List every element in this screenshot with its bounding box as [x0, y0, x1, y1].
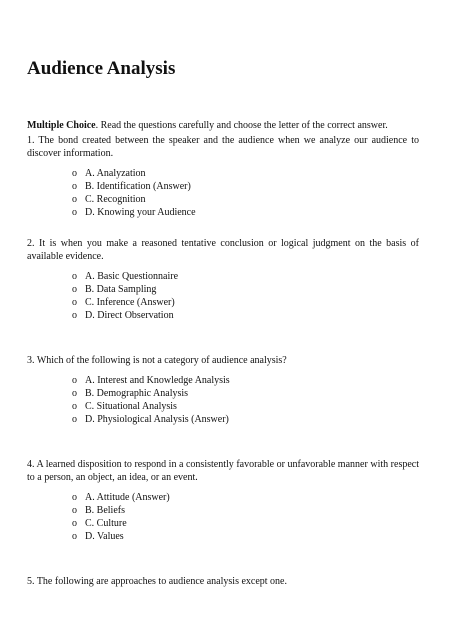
instructions-text: . Read the questions carefully and choose the letter of the correct answer.	[95, 120, 388, 131]
bullet-icon: o	[72, 375, 77, 386]
option-text: A. Attitude (Answer)	[85, 492, 170, 503]
bullet-icon: o	[72, 414, 77, 425]
option-item	[72, 296, 419, 309]
bullet-icon: o	[72, 284, 77, 295]
question-5: 5. The following are approaches to audience analysis except one.	[27, 576, 287, 587]
bullet-icon: o	[72, 505, 77, 516]
question-1: 1. The bond created between the speaker and the audience when we analyze our audience to discover information.	[27, 135, 419, 159]
option-text: A. Basic Questionnaire	[85, 271, 179, 282]
option-text: D. Physiological Analysis (Answer)	[85, 414, 229, 425]
option-text: A. Interest and Knowledge Analysis	[85, 375, 230, 386]
option-item	[72, 413, 419, 426]
option-item	[72, 193, 419, 206]
question-2: 2. It is when you make a reasoned tentative conclusion or logical judgment on the basis of available evidence.	[27, 238, 419, 262]
option-text: C. Inference (Answer)	[85, 297, 175, 308]
option-item	[72, 270, 419, 283]
option-item	[72, 309, 419, 322]
bullet-icon: o	[72, 194, 77, 205]
option-text: C. Situational Analysis	[85, 401, 177, 412]
option-text: B. Demographic Analysis	[85, 388, 189, 399]
option-text: D. Values	[85, 531, 124, 542]
question-3: 3. Which of the following is not a category of audience analysis?	[27, 355, 287, 366]
option-item	[72, 491, 419, 504]
option-item	[72, 504, 419, 517]
bullet-icon: o	[72, 168, 77, 179]
option-item	[72, 387, 419, 400]
bullet-icon: o	[72, 401, 77, 412]
option-item	[72, 517, 419, 530]
bullet-icon: o	[72, 492, 77, 503]
bullet-icon: o	[72, 297, 77, 308]
bullet-icon: o	[72, 310, 77, 321]
option-text: B. Beliefs	[85, 505, 125, 516]
option-text: C. Recognition	[85, 194, 146, 205]
bullet-icon: o	[72, 531, 77, 542]
option-text: B. Data Sampling	[85, 284, 157, 295]
question-1-options	[27, 167, 419, 219]
option-item	[72, 167, 419, 180]
bullet-icon: o	[72, 207, 77, 218]
bullet-icon: o	[72, 518, 77, 529]
option-text: B. Identification (Answer)	[85, 181, 191, 192]
question-4-options	[27, 491, 419, 543]
option-item	[72, 400, 419, 413]
bullet-icon: o	[72, 181, 77, 192]
option-text: D. Direct Observation	[85, 310, 174, 321]
option-item	[72, 206, 419, 219]
bullet-icon: o	[72, 388, 77, 399]
option-item	[72, 374, 419, 387]
instructions	[27, 119, 419, 132]
instructions-label: Multiple Choice	[27, 120, 96, 131]
option-text: A. Analyzation	[85, 168, 146, 179]
option-item	[72, 530, 419, 543]
option-item	[72, 283, 419, 296]
bullet-icon: o	[72, 271, 77, 282]
question-3-options	[27, 374, 419, 426]
option-item	[72, 180, 419, 193]
option-text: C. Culture	[85, 518, 127, 529]
question-2-options	[27, 270, 419, 322]
question-4: 4. A learned disposition to respond in a consistently favorable or unfavorable manner with respect to a person, an object, an idea, or an event.	[27, 459, 419, 483]
page-title: Audience Analysis	[27, 58, 176, 79]
option-text: D. Knowing your Audience	[85, 207, 196, 218]
